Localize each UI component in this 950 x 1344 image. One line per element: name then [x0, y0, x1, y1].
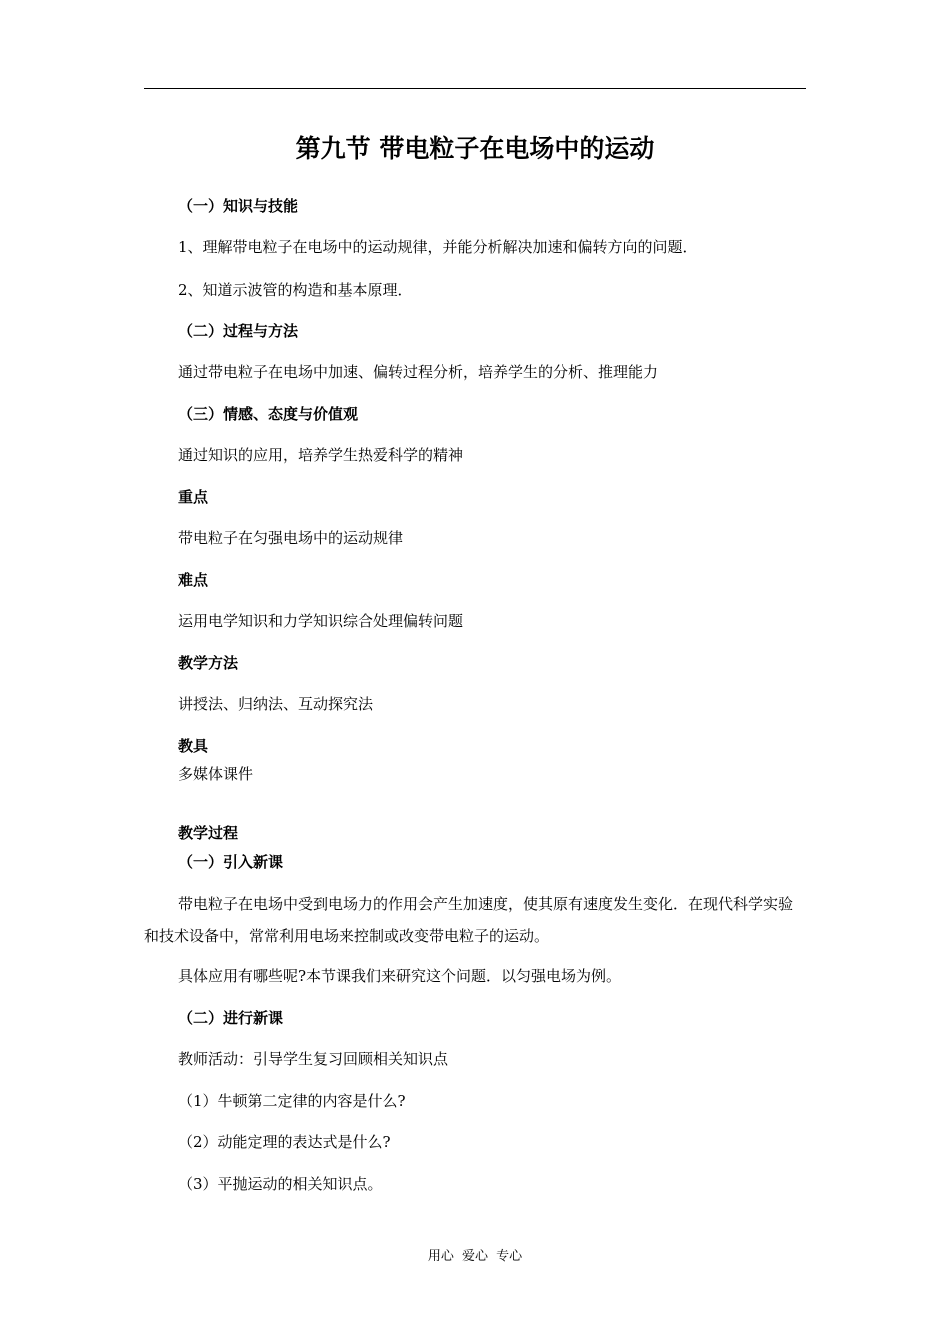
key-point-text: 带电粒子在匀强电场中的运动规律 — [178, 529, 404, 547]
review-item-1: （1）牛顿第二定律的内容是什么? — [178, 1092, 406, 1110]
tools-text: 多媒体课件 — [178, 765, 254, 783]
intro-heading: （一）引入新课 — [178, 853, 284, 871]
knowledge-item-2: 2、知道示波管的构造和基本原理． — [178, 281, 413, 299]
intro-question: 具体应用有哪些呢?本节课我们来研究这个问题．以匀强电场为例。 — [178, 967, 622, 985]
teaching-process-heading: 教学过程 — [178, 824, 239, 842]
method-heading: 教学方法 — [178, 654, 239, 672]
page-footer: 用心 爱心 专心 — [427, 1249, 523, 1264]
intro-paragraph: 带电粒子在电场中受到电场力的作用会产生加速度，使其原有速度发生变化．在现代科学实验和技术设备中，常常利用电场来控制或改变带电粒子的运动。 — [144, 895, 794, 945]
emotion-heading: （三）情感、态度与价值观 — [178, 405, 359, 423]
new-lesson-heading: （二）进行新课 — [178, 1009, 284, 1027]
header-rule — [144, 88, 806, 89]
review-item-3: （3）平抛运动的相关知识点。 — [178, 1175, 383, 1193]
difficulty-text: 运用电学知识和力学知识综合处理偏转问题 — [178, 612, 464, 630]
difficulty-heading: 难点 — [178, 571, 209, 589]
tools-heading: 教具 — [178, 737, 209, 755]
process-method-heading: （二）过程与方法 — [178, 322, 299, 340]
method-text: 讲授法、归纳法、互动探究法 — [178, 695, 374, 713]
knowledge-heading: （一）知识与技能 — [178, 197, 299, 215]
review-item-2: （2）动能定理的表达式是什么? — [178, 1133, 391, 1151]
teacher-activity: 教师活动：引导学生复习回顾相关知识点 — [178, 1050, 449, 1068]
page-title: 第九节 带电粒子在电场中的运动 — [295, 134, 655, 163]
key-point-heading: 重点 — [178, 488, 209, 506]
emotion-text: 通过知识的应用，培养学生热爱科学的精神 — [178, 446, 464, 464]
process-method-text: 通过带电粒子在电场中加速、偏转过程分析，培养学生的分析、推理能力 — [178, 363, 659, 381]
knowledge-item-1: 1、理解带电粒子在电场中的运动规律，并能分析解决加速和偏转方向的问题． — [178, 238, 698, 256]
